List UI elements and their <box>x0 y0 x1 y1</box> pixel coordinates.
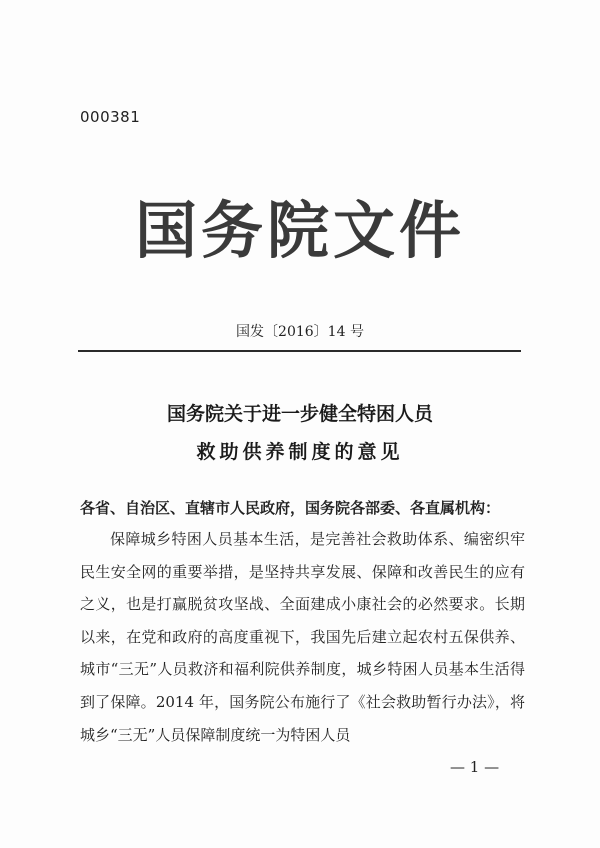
header-divider <box>78 350 521 352</box>
body-paragraph: 保障城乡特困人员基本生活，是完善社会救助体系、编密织牢民生安全网的重要举措，是坚持共享发展、保障和改善民生的应有之义，也是打赢脱贫攻坚战、全面建成小康社会的必然要求。长期以来，在党和政府的高度重视下，我国先后建立起农村五保供养、城市“三无”人员救济和福利院供养制度，城乡特困人员基本生活得到了保障。2014 年，国务院公布施行了《社会救助暂行办法》，将城乡“三无”人员保障制度统一为特困人员 <box>80 530 525 744</box>
document-number: 国发〔2016〕14 号 <box>236 324 364 340</box>
masthead: 国务院文件 <box>134 194 465 267</box>
title-line-1: 国务院关于进一步健全特困人员 <box>166 403 433 425</box>
serial-number: 000381 <box>80 108 141 126</box>
document-title <box>0 395 600 471</box>
title-line-2: 救助供养制度的意见 <box>196 441 404 463</box>
page-number: — 1 — <box>450 758 500 776</box>
addressee: 各省、自治区、直辖市人民政府，国务院各部委、各直属机构： <box>80 499 501 517</box>
